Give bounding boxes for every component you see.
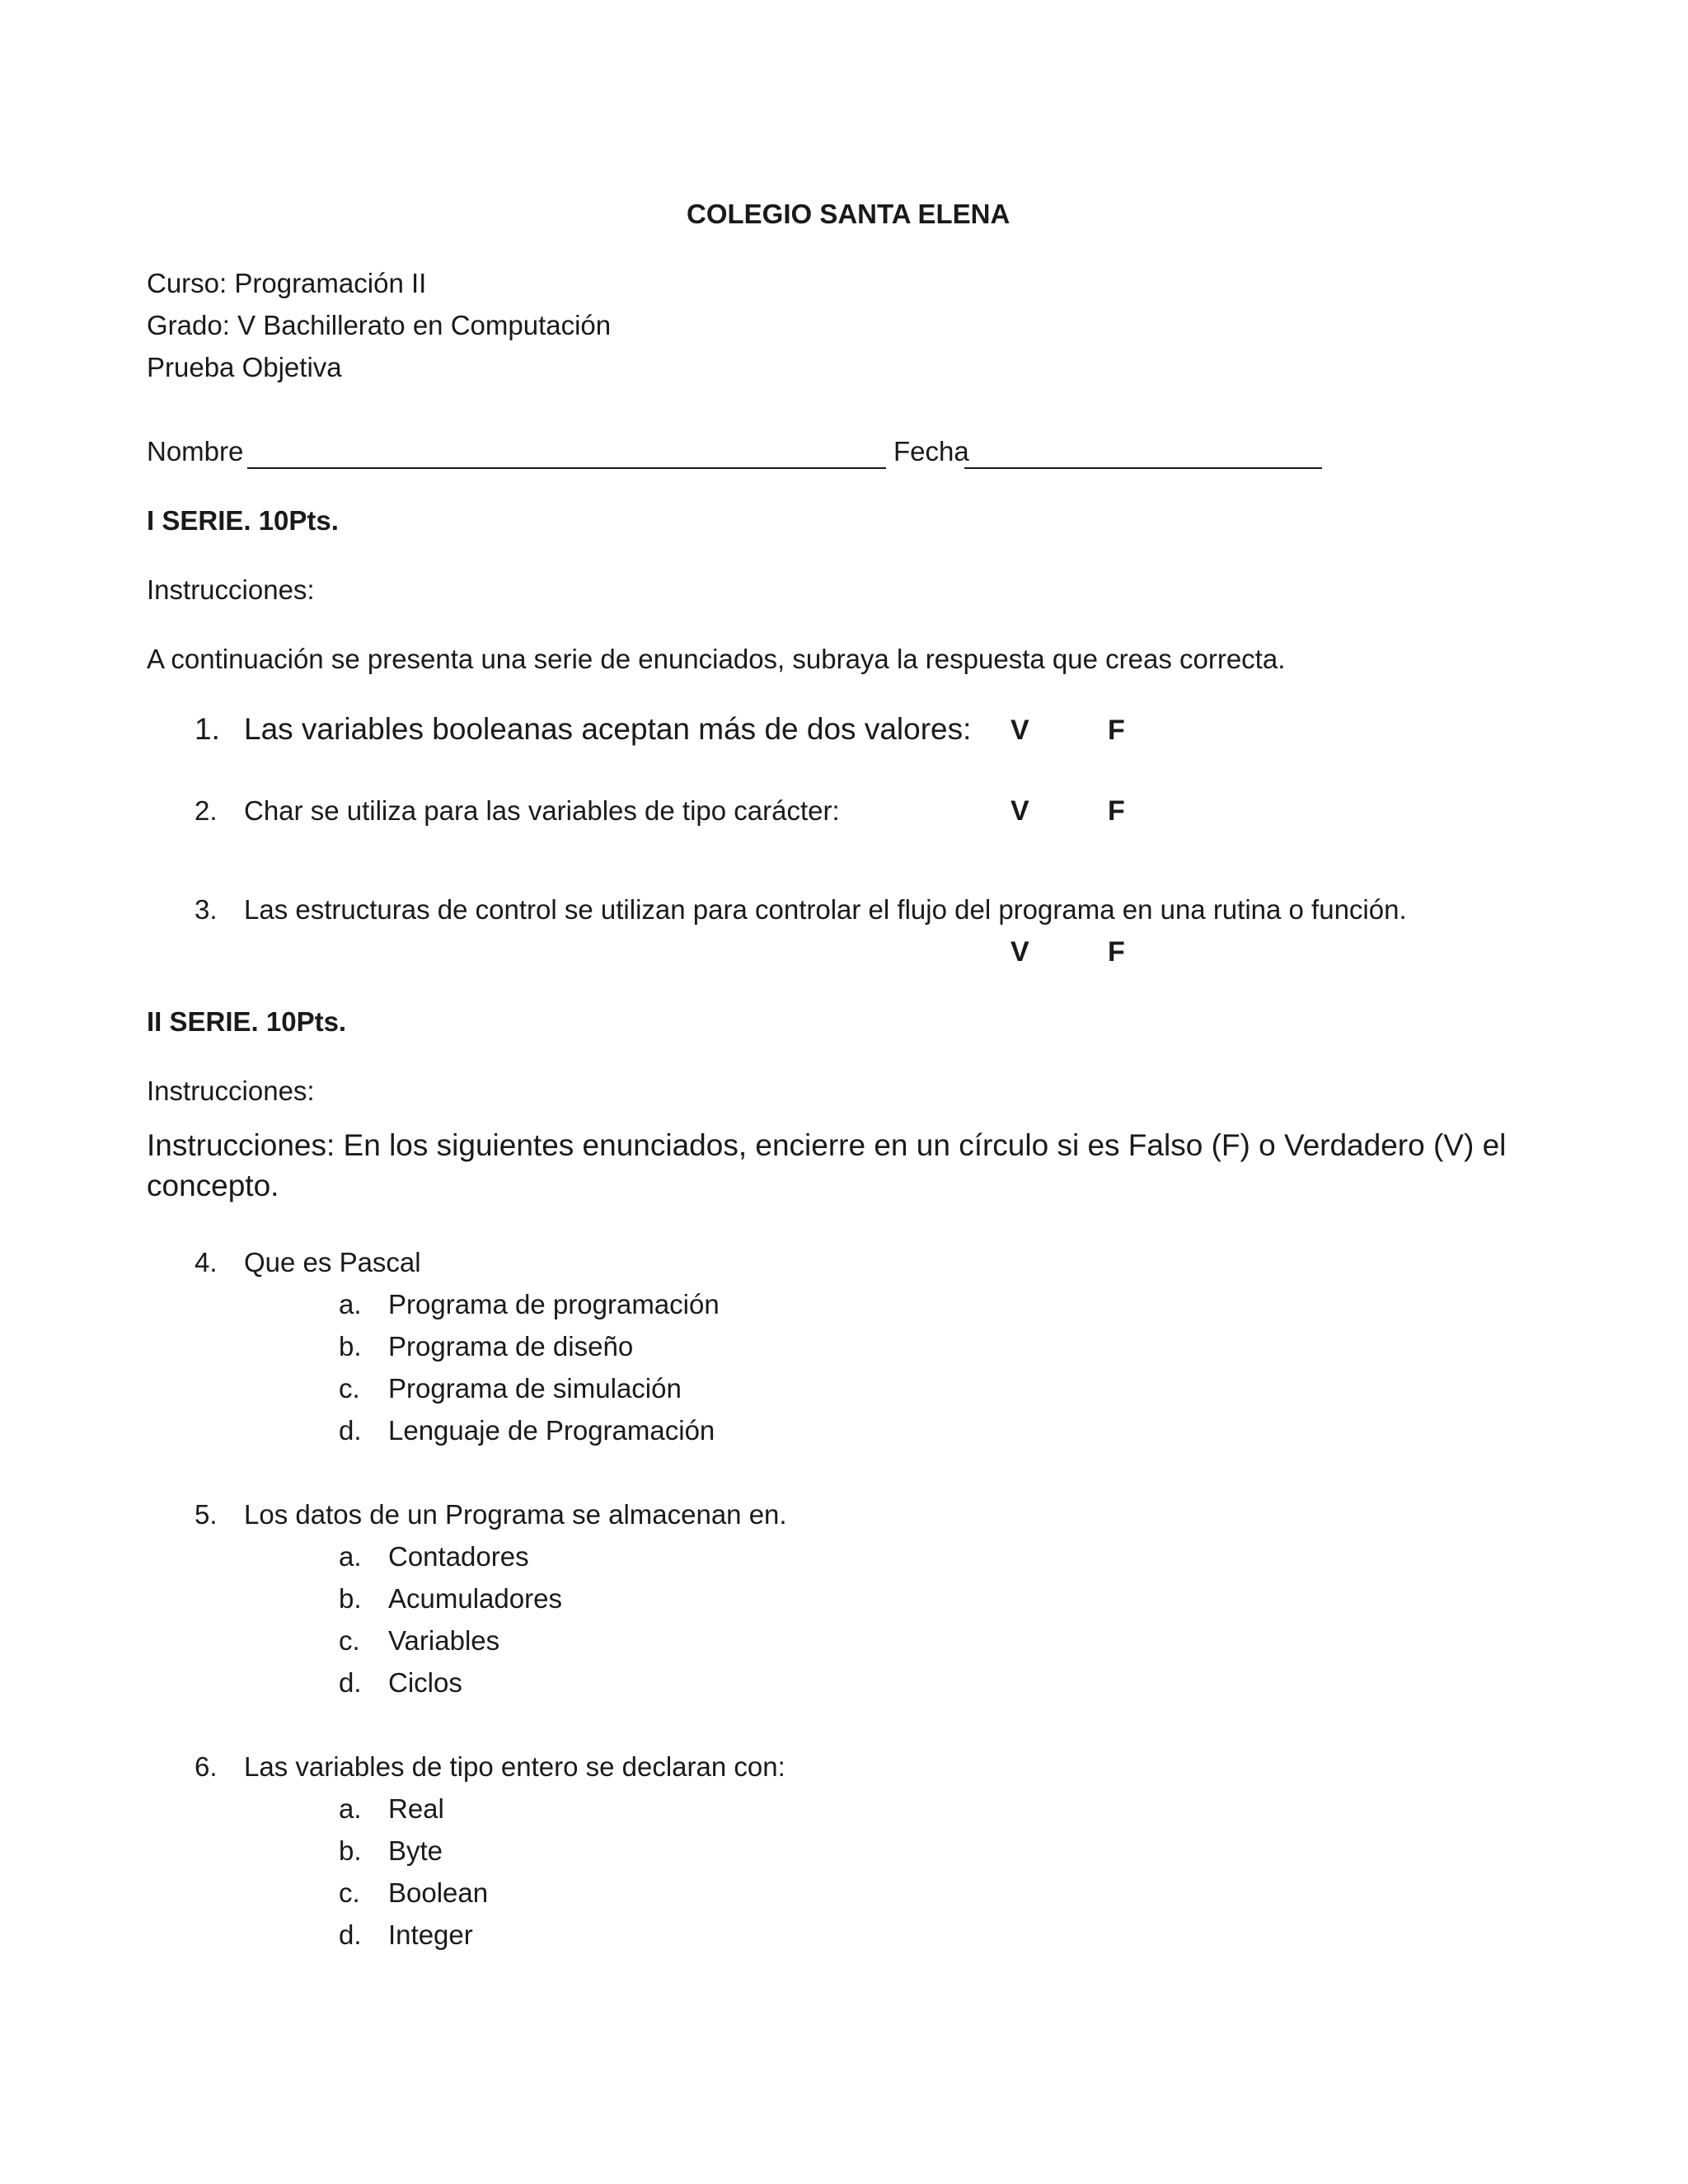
item-2-f-option[interactable]: F bbox=[1108, 795, 1125, 827]
item-1-f-option[interactable]: F bbox=[1108, 715, 1125, 746]
course-line: Curso: Programación II bbox=[147, 268, 427, 298]
question-6-option-b-letter: b. bbox=[339, 1835, 362, 1866]
school-title: COLEGIO SANTA ELENA bbox=[687, 199, 1010, 229]
item-1-text: Las variables booleanas aceptan más de dos valores: bbox=[244, 712, 972, 746]
question-6-option-a-letter: a. bbox=[339, 1793, 362, 1824]
question-5-option-d[interactable]: Ciclos bbox=[388, 1667, 462, 1698]
item-2-v-option[interactable]: V bbox=[1010, 795, 1029, 827]
question-4-option-b[interactable]: Programa de diseño bbox=[388, 1331, 634, 1361]
series1-instructions-text: A continuación se presenta una serie de enunciados, subraya la respuesta que creas correcta. bbox=[147, 644, 1286, 674]
date-field[interactable] bbox=[964, 467, 1322, 469]
item-3-v-option[interactable]: V bbox=[1010, 936, 1029, 968]
item-3-f-option[interactable]: F bbox=[1108, 936, 1125, 968]
question-6-option-d-letter: d. bbox=[339, 1919, 362, 1950]
series2-title: II SERIE. 10Pts. bbox=[147, 1006, 347, 1037]
question-6-option-c-letter: c. bbox=[339, 1877, 360, 1908]
series2-instructions-line1: Instrucciones: En los siguientes enunciados, encierre en un círculo si es Falso (F) o Verdadero (V) el bbox=[147, 1128, 1507, 1162]
question-6-option-d[interactable]: Integer bbox=[388, 1919, 473, 1950]
question-4-option-a[interactable]: Programa de programación bbox=[388, 1289, 720, 1319]
question-6-text: Las variables de tipo entero se declaran con: bbox=[244, 1751, 785, 1782]
grade-line: Grado: V Bachillerato en Computación bbox=[147, 310, 612, 340]
question-6-option-a[interactable]: Real bbox=[388, 1793, 444, 1824]
question-4-option-d[interactable]: Lenguaje de Programación bbox=[388, 1415, 715, 1446]
date-label: Fecha bbox=[893, 436, 969, 466]
name-field[interactable] bbox=[247, 467, 886, 469]
item-1-v-option[interactable]: V bbox=[1010, 715, 1029, 746]
question-4-option-c[interactable]: Programa de simulación bbox=[388, 1373, 682, 1404]
name-label: Nombre bbox=[147, 436, 244, 466]
item-3-text: Las estructuras de control se utilizan para controlar el flujo del programa en una rutina o función. bbox=[244, 894, 1407, 925]
question-6-option-b[interactable]: Byte bbox=[388, 1835, 443, 1866]
item-2-number: 2. bbox=[195, 795, 218, 826]
question-4-option-b-letter: b. bbox=[339, 1331, 362, 1361]
question-5-number: 5. bbox=[195, 1499, 218, 1530]
question-4-option-a-letter: a. bbox=[339, 1289, 362, 1319]
item-1-number: 1. bbox=[195, 712, 220, 746]
question-5-option-b-letter: b. bbox=[339, 1583, 362, 1614]
question-4-option-d-letter: d. bbox=[339, 1415, 362, 1446]
question-5-option-d-letter: d. bbox=[339, 1667, 362, 1698]
question-5-text: Los datos de un Programa se almacenan en. bbox=[244, 1499, 787, 1530]
item-2-text: Char se utiliza para las variables de tipo carácter: bbox=[244, 795, 840, 826]
item-3-number: 3. bbox=[195, 894, 218, 925]
question-6-option-c[interactable]: Boolean bbox=[388, 1877, 489, 1908]
question-5-option-c[interactable]: Variables bbox=[388, 1625, 500, 1656]
question-5-option-a-letter: a. bbox=[339, 1541, 362, 1572]
series1-instructions-label: Instrucciones: bbox=[147, 574, 315, 605]
series1-title: I SERIE. 10Pts. bbox=[147, 505, 339, 536]
test-type-line: Prueba Objetiva bbox=[147, 352, 342, 382]
question-5-option-a[interactable]: Contadores bbox=[388, 1541, 529, 1572]
question-5-option-b[interactable]: Acumuladores bbox=[388, 1583, 562, 1614]
question-4-option-c-letter: c. bbox=[339, 1373, 360, 1404]
question-6-number: 6. bbox=[195, 1751, 218, 1782]
series2-instructions-line2: concepto. bbox=[147, 1169, 279, 1202]
question-4-text: Que es Pascal bbox=[244, 1247, 421, 1277]
question-5-option-c-letter: c. bbox=[339, 1625, 360, 1656]
question-4-number: 4. bbox=[195, 1247, 218, 1277]
series2-instructions-label: Instrucciones: bbox=[147, 1076, 315, 1106]
